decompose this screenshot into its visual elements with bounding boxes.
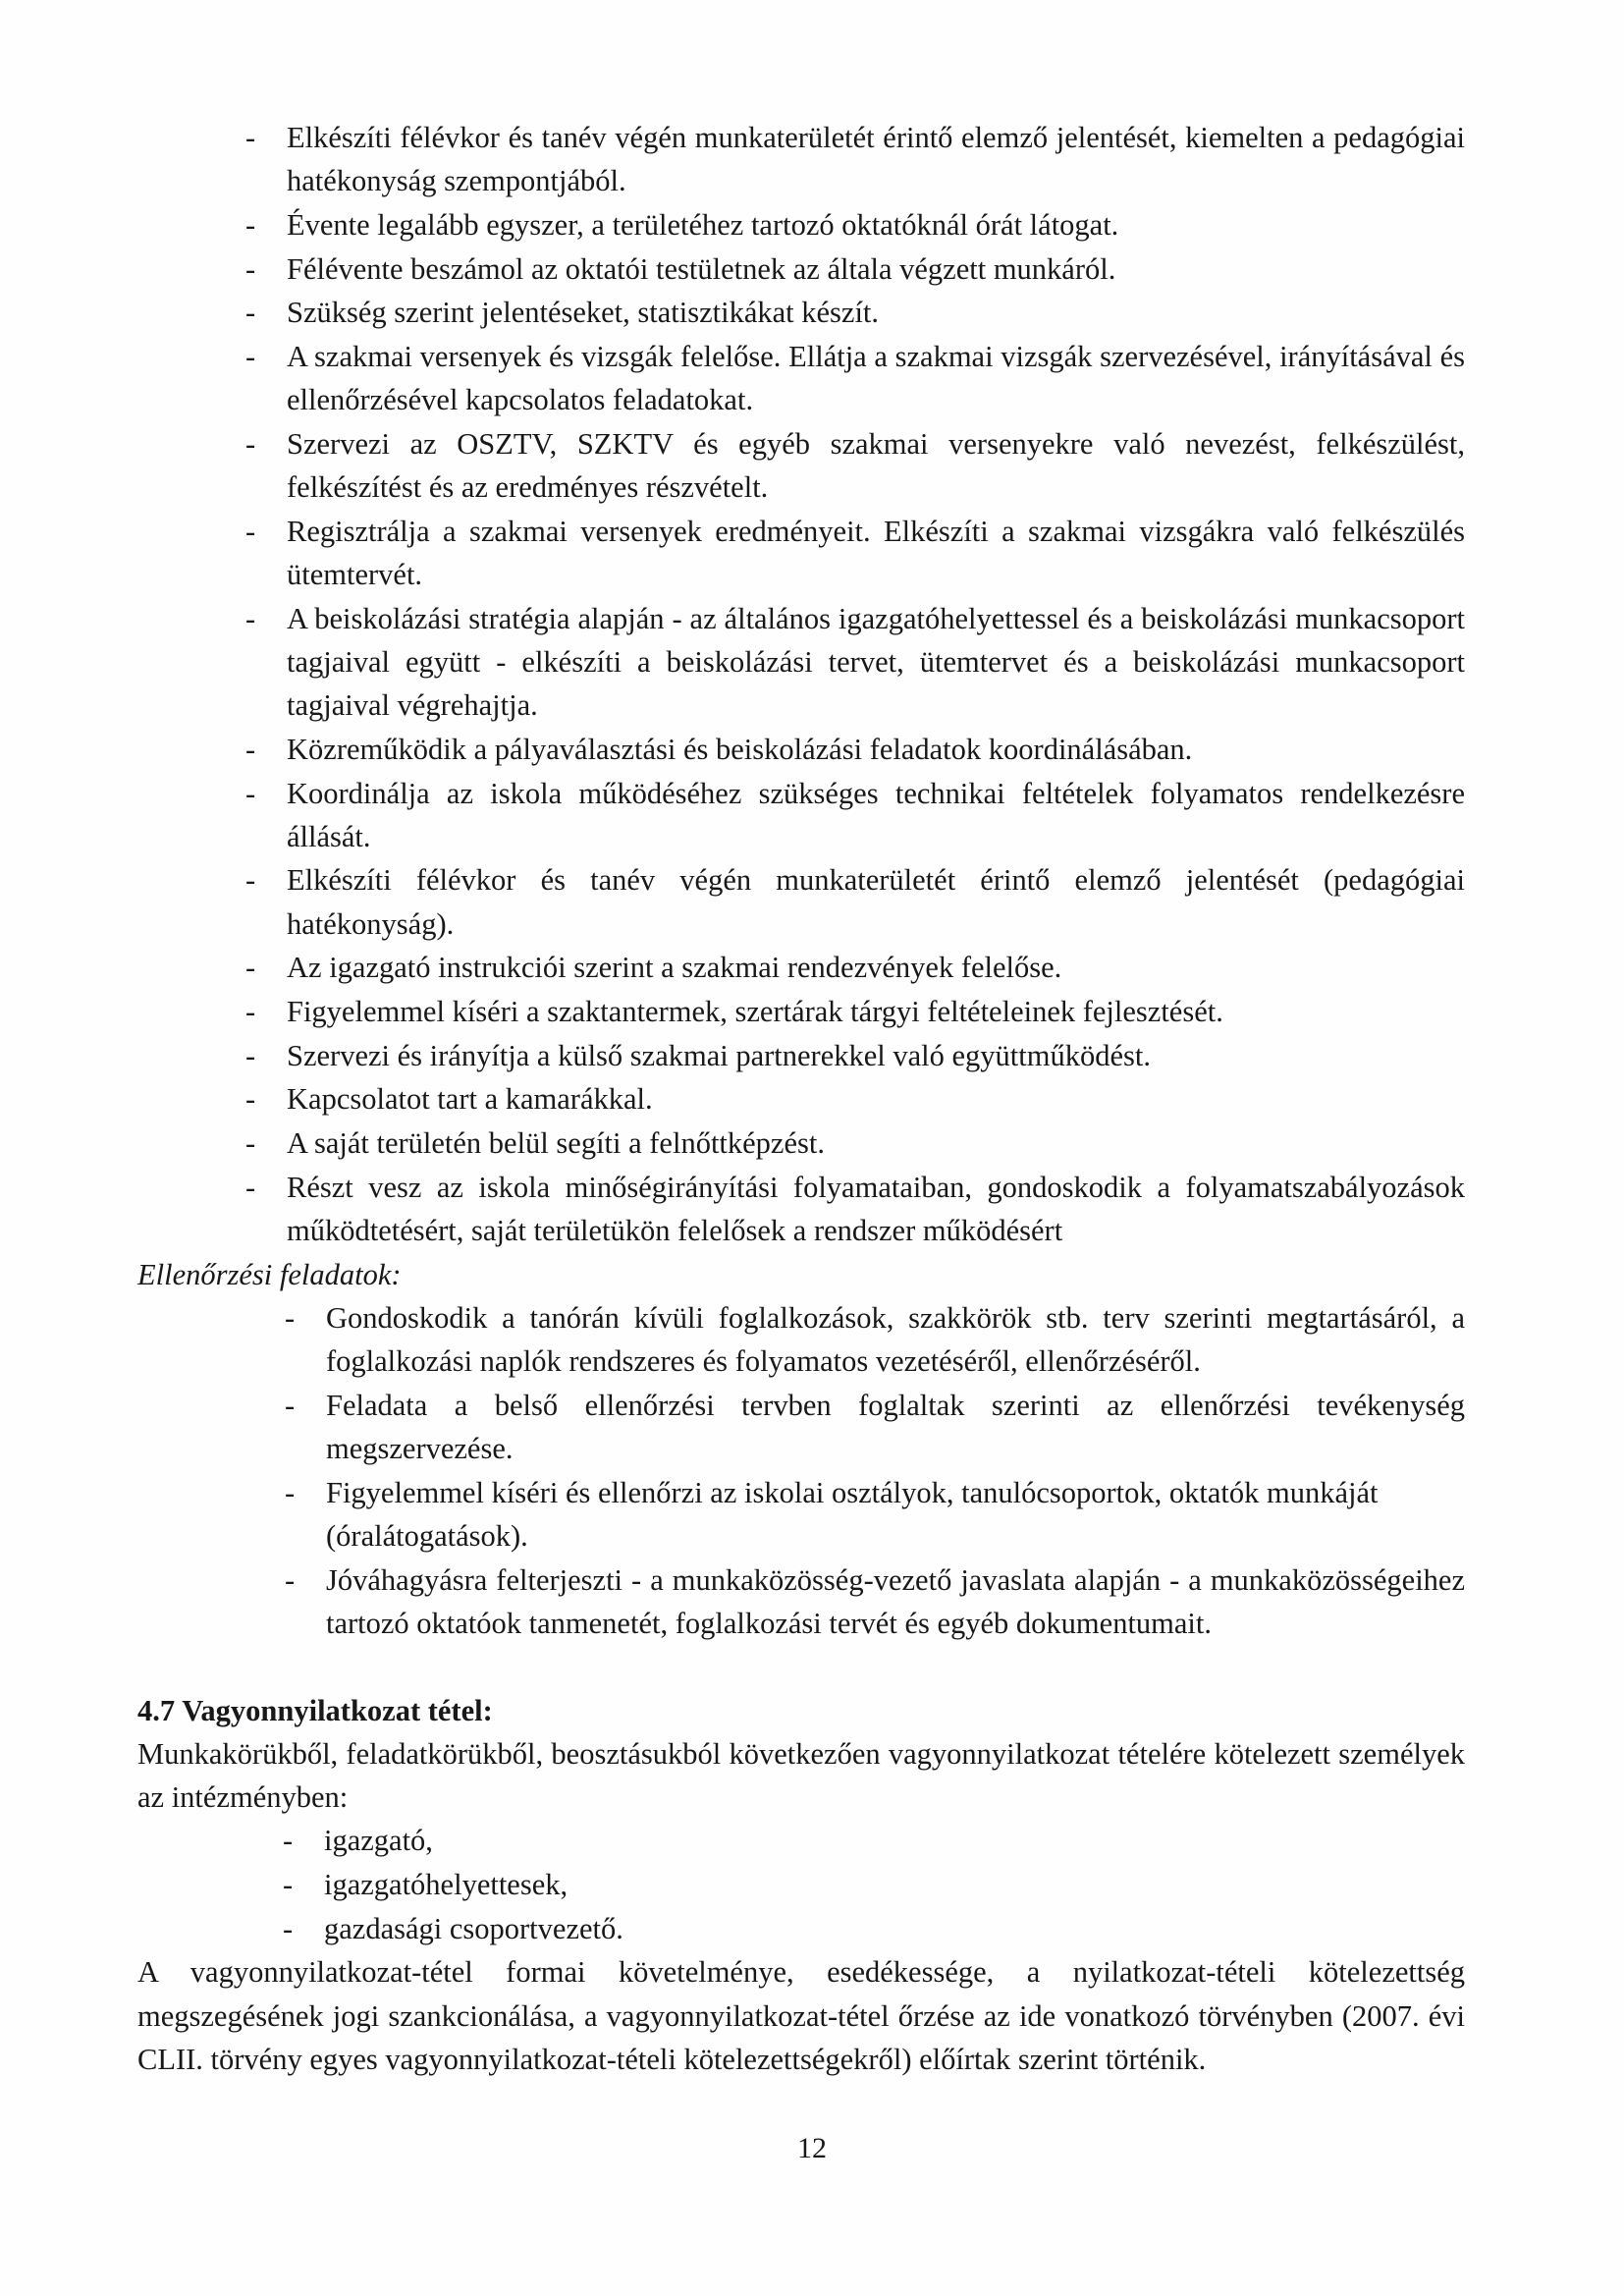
bullet-dash-icon: - [245, 732, 256, 766]
list-item [137, 1034, 1465, 1077]
list-item-text: Szervezi az OSZTV, SZKTV és egyéb szakmai versenyekre való nevezést, felkészülést, felkészítést és az eredményes részvételt. [287, 426, 1465, 505]
list-item [137, 422, 1465, 509]
list-item-text: Elkészíti félévkor és tanév végén munkaterületét érintő elemző jelentését (pedagógiai hatékonyság). [287, 863, 1465, 941]
bullet-dash-icon: - [245, 601, 256, 635]
list-item-text: igazgató, [324, 1824, 433, 1858]
bullet-dash-icon: - [283, 1824, 294, 1858]
bullet-dash-icon: - [283, 1867, 294, 1901]
list-item-text: Elkészíti félévkor és tanév végén munkaterületét érintő elemző jelentését, kiemelten a pedagógiai hatékonyság szempontjából. [287, 121, 1465, 198]
list-item-text: Figyelemmel kíséri a szaktantermek, szertárak tárgyi feltételeinek fejlesztését. [287, 995, 1223, 1029]
list-item [137, 728, 1465, 771]
list-item [137, 1121, 1465, 1165]
page-number: 12 [797, 2132, 827, 2164]
bullet-dash-icon: - [245, 296, 256, 330]
bullet-dash-icon: - [245, 1170, 256, 1204]
bullet-dash-icon: - [245, 1126, 256, 1161]
list-item [137, 1384, 1465, 1470]
list-item-text: Koordinálja az iskola működéséhez szükséges technikai feltételek folyamatos rendelkezésre állását. [287, 776, 1465, 853]
section-heading-47: 4.7 Vagyonnyilatkozat tétel: [137, 1693, 493, 1727]
declaration-persons-list [137, 1819, 1465, 1950]
list-item-text: Regisztrálja a szakmai versenyek eredményeit. Elkészíti a szakmai vizsgákra való felkészülés ütemtervét. [287, 514, 1465, 592]
list-item [137, 1166, 1465, 1252]
bullet-dash-icon: - [245, 514, 256, 548]
bullet-dash-icon: - [245, 121, 256, 154]
control-tasks-list [137, 1296, 1465, 1645]
list-item [137, 1471, 1465, 1558]
bullet-dash-icon: - [245, 1038, 256, 1072]
control-tasks-heading: Ellenőrzési feladatok: [137, 1257, 402, 1291]
bullet-dash-icon: - [245, 995, 256, 1029]
list-item-text: Szervezi és irányítja a külső szakmai partnerekkel való együttműködést. [287, 1038, 1151, 1072]
list-item-text: Gondoskodik a tanórán kívüli foglalkozások, szakkörök stb. terv szerinti megtartásáról, a foglalkozási naplók rendszeres és folyamatos vezetéséről, ellenőrzéséről. [326, 1300, 1465, 1379]
bullet-dash-icon: - [245, 251, 256, 286]
list-item-text: Félévente beszámol az oktatói testületnek az általa végzett munkáról. [287, 251, 1116, 286]
list-item [137, 597, 1465, 728]
responsibilities-list [137, 116, 1465, 1252]
list-item [137, 203, 1465, 246]
bullet-dash-icon: - [285, 1562, 296, 1597]
bullet-dash-icon: - [245, 776, 256, 810]
bullet-dash-icon: - [245, 207, 256, 242]
list-item [137, 1819, 1465, 1862]
bullet-dash-icon: - [245, 863, 256, 898]
bullet-dash-icon: - [245, 1082, 256, 1117]
list-item-text: gazdasági csoportvezető. [324, 1911, 623, 1945]
list-item [137, 335, 1465, 421]
list-item [137, 946, 1465, 989]
list-item-text: Részt vesz az iskola minőségirányítási folyamataiban, gondoskodik a folyamatszabályozások működtetésért, saját területükön felelősek a rendszer működésért [287, 1170, 1465, 1248]
list-item [137, 116, 1465, 202]
bullet-dash-icon: - [245, 951, 256, 985]
list-item [137, 291, 1465, 334]
bullet-dash-icon: - [285, 1300, 296, 1335]
list-item [137, 990, 1465, 1033]
list-item [137, 1558, 1465, 1645]
list-item-text: Évente legalább egyszer, a területéhez tartozó oktatóknál órát látogat. [287, 207, 1119, 242]
bullet-dash-icon: - [245, 340, 256, 374]
list-item-text: Kapcsolatot tart a kamarákkal. [287, 1082, 653, 1117]
list-item [137, 772, 1465, 858]
page-content [137, 116, 1465, 2081]
list-item-text: Feladata a belső ellenőrzési tervben foglaltak szerinti az ellenőrzési tevékenység megszervezése. [326, 1388, 1465, 1466]
list-item [137, 1077, 1465, 1121]
section-spacer [137, 1646, 1465, 1689]
list-item-text: Jóváhagyásra felterjeszti - a munkaközösség-vezető javaslata alapján - a munkaközösségeihez tartozó oktatóok tanmenetét, foglalkozási tervét és egyéb dokumentumait. [326, 1562, 1465, 1640]
list-item [137, 247, 1465, 291]
list-item-text: Szükség szerint jelentéseket, statisztikákat készít. [287, 296, 880, 330]
bullet-dash-icon: - [245, 426, 256, 461]
list-item-text: Közreműködik a pályaválasztási és beiskolázási feladatok koordinálásában. [287, 732, 1193, 766]
list-item [137, 858, 1465, 945]
bullet-dash-icon: - [285, 1388, 296, 1422]
list-item-text: A beiskolázási stratégia alapján - az általános igazgatóhelyettessel és a beiskolázási munkacsoport tagjaival együtt - elkészíti a beiskolázási tervet, ütemtervet és a beiskolázási munkacsoport tagjaival végrehajtja. [287, 601, 1465, 723]
list-item-text: Figyelemmel kíséri és ellenőrzi az iskolai osztályok, tanulócsoportok, oktatók munkáját (óralátogatások). [326, 1475, 1379, 1553]
bullet-dash-icon: - [283, 1911, 294, 1945]
bullet-dash-icon: - [285, 1475, 296, 1509]
list-item-text: A saját területén belül segíti a felnőttképzést. [287, 1126, 825, 1161]
section-47-closing: A vagyonnyilatkozat-tétel formai követelménye, esedékessége, a nyilatkozat-tételi kötelezettség megszegésének jogi szankcionálása, a vagyonnyilatkozat-tétel őrzése az ide vonatkozó törvényben (2007. évi CLII. törvény egyes vagyonnyilatkozat-tételi kötelezettségekről) előírtak szerint történik. [137, 1955, 1465, 2076]
list-item-text: Az igazgató instrukciói szerint a szakmai rendezvények felelőse. [287, 951, 1062, 985]
section-47-intro: Munkakörükből, feladatkörükből, beosztásukból következően vagyonnyilatkozat tételére kötelezett személyek az intézményben: [137, 1736, 1465, 1815]
list-item-text: igazgatóhelyettesek, [324, 1867, 568, 1901]
list-item [137, 1863, 1465, 1906]
list-item [137, 510, 1465, 596]
list-item-text: A szakmai versenyek és vizsgák felelőse. Ellátja a szakmai vizsgák szervezésével, irányításával és ellenőrzésével kapcsolatos feladatokat. [287, 340, 1465, 417]
list-item [137, 1907, 1465, 1950]
list-item [137, 1296, 1465, 1383]
